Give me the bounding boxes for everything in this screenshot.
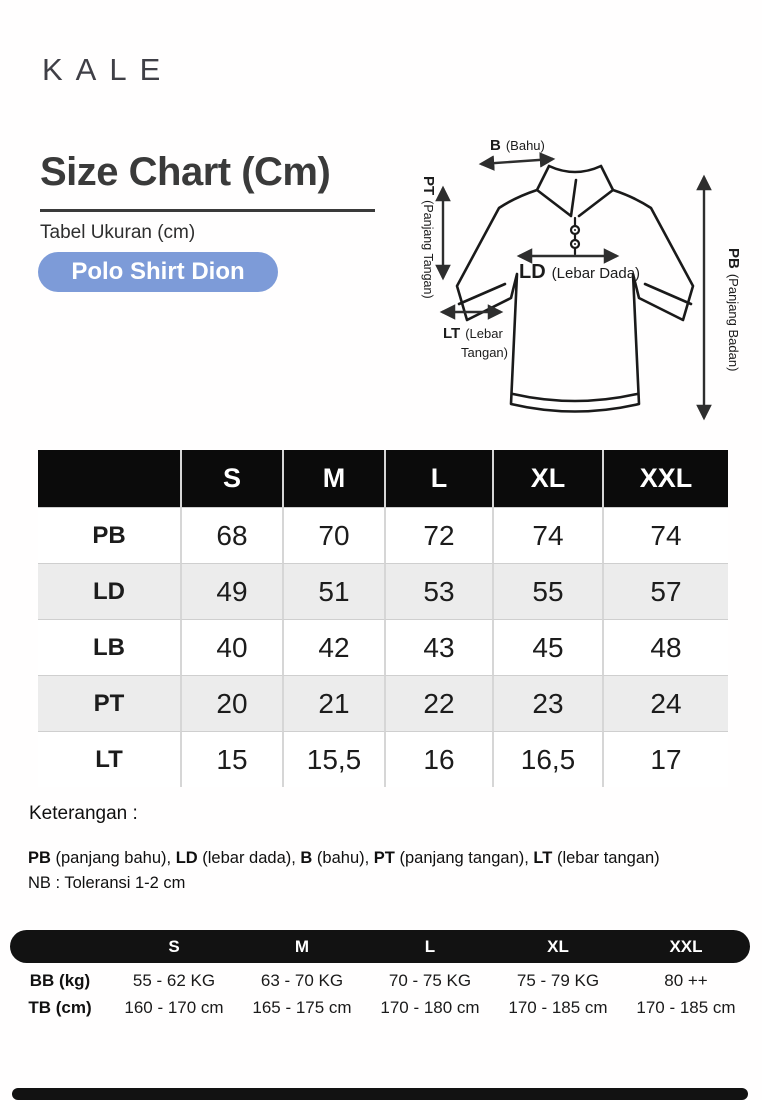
label-pb: PB(Panjang Badan): [725, 248, 742, 372]
page-subtitle: Tabel Ukuran (cm): [40, 222, 196, 243]
fit-col-l: L: [424, 936, 436, 956]
product-badge: Polo Shirt Dion: [38, 252, 278, 292]
row-label-pb: PB: [38, 507, 180, 563]
notes-heading: Keterangan :: [29, 803, 138, 824]
size-col-xl: XL: [492, 450, 602, 507]
cell-pt-s: 20: [180, 675, 282, 731]
fit-tb-xxl: 170 - 185 cm: [636, 998, 736, 1017]
row-label-ld: LD: [38, 563, 180, 619]
cell-lt-xxl: 17: [602, 731, 728, 787]
fit-row-weight: [10, 971, 750, 991]
size-col-m: M: [282, 450, 384, 507]
fit-col-xxl: XXL: [669, 936, 703, 956]
cell-pt-m: 21: [282, 675, 384, 731]
row-label-lb: LB: [38, 619, 180, 675]
title-underline: [40, 209, 375, 212]
fit-tb-l: 170 - 180 cm: [380, 998, 480, 1017]
fit-row-height: [10, 998, 750, 1018]
cell-lb-xl: 45: [492, 619, 602, 675]
label-lt: LT (Lebar Tangan): [443, 325, 508, 360]
notes-tolerance: NB : Toleransi 1-2 cm: [28, 874, 186, 892]
polo-shirt-diagram: [393, 128, 759, 450]
page-title: Size Chart (Cm): [40, 150, 331, 194]
cell-lb-xxl: 48: [602, 619, 728, 675]
row-label-pt: PT: [38, 675, 180, 731]
cell-pb-s: 68: [180, 507, 282, 563]
cell-pt-xl: 23: [492, 675, 602, 731]
cell-pt-xxl: 24: [602, 675, 728, 731]
fit-label-bb: BB (kg): [29, 971, 91, 990]
size-col-l: L: [384, 450, 492, 507]
fit-bb-xxl: 80 ++: [664, 971, 708, 990]
shoulder-arrow: [481, 159, 553, 164]
shirt-outline: [457, 166, 693, 412]
row-label-lt: LT: [38, 731, 180, 787]
size-col-xxl: XXL: [602, 450, 728, 507]
label-ld: LD (Lebar Dada): [519, 261, 641, 283]
cell-lt-l: 16: [384, 731, 492, 787]
label-pt: PT(Panjang Tangan): [420, 176, 437, 299]
cell-pb-l: 72: [384, 507, 492, 563]
fit-tb-s: 160 - 170 cm: [124, 998, 224, 1017]
fit-bb-l: 70 - 75 KG: [388, 971, 472, 990]
brand-logo: KALE: [42, 52, 174, 87]
cell-lb-s: 40: [180, 619, 282, 675]
cell-pb-xl: 74: [492, 507, 602, 563]
fit-table-header: [10, 930, 750, 963]
cell-lt-s: 15: [180, 731, 282, 787]
cell-ld-xxl: 57: [602, 563, 728, 619]
fit-bb-xl: 75 - 79 KG: [516, 971, 600, 990]
size-table: [38, 450, 728, 787]
fit-col-s: S: [168, 936, 180, 956]
cell-lb-l: 43: [384, 619, 492, 675]
cell-lt-xl: 16,5: [492, 731, 602, 787]
fit-label-tb: TB (cm): [28, 998, 92, 1017]
cell-ld-m: 51: [282, 563, 384, 619]
cell-ld-s: 49: [180, 563, 282, 619]
fit-bb-m: 63 - 70 KG: [260, 971, 344, 990]
size-col-s: S: [180, 450, 282, 507]
size-table-corner: [38, 450, 180, 507]
cell-pt-l: 22: [384, 675, 492, 731]
cell-lb-m: 42: [282, 619, 384, 675]
fit-col-m: M: [294, 936, 310, 956]
cell-pb-xxl: 74: [602, 507, 728, 563]
polo-shirt-illustration: [393, 128, 759, 450]
cell-ld-xl: 55: [492, 563, 602, 619]
cell-pb-m: 70: [282, 507, 384, 563]
fit-bb-s: 55 - 62 KG: [132, 971, 216, 990]
fit-tb-m: 165 - 175 cm: [252, 998, 352, 1017]
notes-legend: PB (panjang bahu), LD (lebar dada), B (bahu), PT (panjang tangan), LT (lebar tangan): [28, 849, 660, 867]
footer-bar: [12, 1088, 748, 1100]
label-b: B (Bahu): [490, 137, 545, 154]
cell-lt-m: 15,5: [282, 731, 384, 787]
cell-ld-l: 53: [384, 563, 492, 619]
fit-col-xl: XL: [547, 936, 569, 956]
fit-tb-xl: 170 - 185 cm: [508, 998, 608, 1017]
